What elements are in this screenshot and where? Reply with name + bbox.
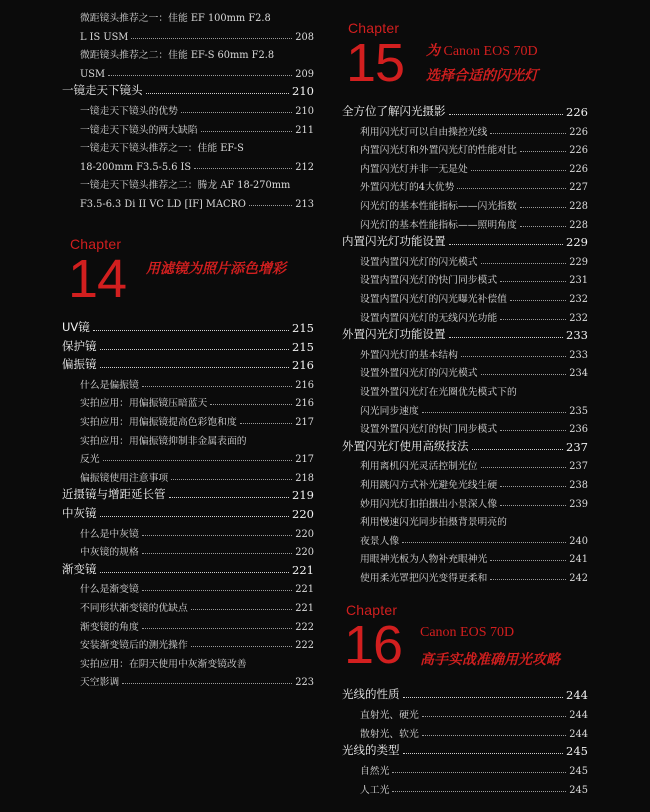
toc-subsection-entry	[342, 703, 588, 721]
toc-entry-page: 241	[569, 554, 588, 566]
toc-entry-page: 232	[569, 294, 588, 305]
toc-dot-leader	[402, 542, 566, 543]
toc-dot-leader	[194, 168, 292, 169]
toc-entry-title: 什么是偏振镜	[80, 379, 139, 391]
toc-dot-leader	[481, 263, 567, 264]
toc-entry-page: 239	[569, 498, 588, 510]
toc-entry-page: 238	[569, 480, 588, 491]
toc-entry-page: 242	[569, 573, 588, 584]
toc-section-entry	[342, 231, 588, 249]
toc-entry-page: 233	[566, 328, 588, 343]
toc-subsection-entry	[342, 759, 588, 777]
toc-subsection-entry	[62, 670, 314, 688]
toc-dot-leader	[249, 205, 292, 206]
toc-subsection-entry	[62, 155, 314, 173]
toc-dot-leader	[108, 75, 292, 76]
toc-dot-leader	[500, 505, 566, 506]
toc-entry-page: 217	[295, 417, 314, 428]
toc-entry-title: 散射光、软光	[360, 728, 419, 740]
toc-dot-leader	[520, 226, 567, 227]
toc-dot-leader	[100, 572, 290, 573]
toc-entry-page: 216	[295, 379, 314, 391]
toc-dot-leader	[93, 330, 289, 331]
toc-dot-leader	[403, 753, 564, 754]
toc-entry-title: 近摄镜与增距延长管	[62, 487, 166, 502]
toc-entry-title: 18-200mm F3.5-5.6 IS	[80, 161, 192, 173]
toc-dot-leader	[181, 112, 292, 113]
chapter-15-title-line2: 选择合适的闪光灯	[426, 68, 538, 84]
toc-subsection-entry	[342, 722, 588, 740]
toc-dot-leader	[500, 281, 566, 282]
toc-subsection-entry	[62, 633, 314, 651]
toc-entry-title: 渐变镜的角度	[80, 621, 139, 633]
toc-entry-title: 利用慢速闪光同步拍摄背景明亮的	[360, 517, 507, 529]
toc-subsection-entry	[342, 120, 588, 138]
toc-dot-leader	[103, 460, 293, 461]
toc-section-entry	[342, 324, 588, 342]
toc-dot-leader	[481, 467, 567, 468]
toc-dot-leader	[100, 349, 290, 350]
toc-subsection-entry	[342, 194, 588, 212]
toc-subsection-entry	[342, 268, 588, 286]
toc-subsection-entry	[62, 373, 314, 391]
toc-subsection-entry	[342, 175, 588, 193]
toc-entry-page: 217	[295, 454, 314, 466]
toc-entry-title: 一镜走天下镜头	[62, 83, 143, 98]
toc-dot-leader	[122, 683, 292, 684]
toc-entry-title: 反光	[80, 454, 100, 466]
toc-dot-leader	[131, 38, 292, 39]
toc-dot-leader	[142, 553, 293, 554]
toc-entry-title: 人工光	[360, 785, 390, 796]
toc-dot-leader	[392, 772, 566, 773]
toc-entry-page: 245	[566, 744, 588, 759]
toc-section-entry	[342, 101, 588, 119]
toc-entry-title: 妙用闪光灯扣拍摄出小景深人像	[360, 498, 498, 510]
toc-entry-title: 利用离机闪光灵活控制光位	[360, 461, 478, 473]
toc-entry-page: 223	[295, 677, 314, 689]
toc-entry-title: 外置闪光灯的基本结构	[360, 349, 458, 361]
toc-dot-leader	[142, 386, 293, 387]
toc-subsection-entry	[62, 62, 314, 80]
toc-subsection-entry	[342, 306, 588, 324]
toc-subsection-entry	[62, 577, 314, 595]
toc-entry-page: 213	[295, 199, 314, 210]
toc-subsection-entry	[62, 391, 314, 409]
toc-section-entry	[62, 559, 314, 577]
toc-entry-page: 210	[295, 106, 314, 117]
toc-entry-page: 237	[569, 461, 588, 473]
toc-entry-page: 226	[569, 163, 588, 175]
toc-dot-leader	[142, 590, 293, 591]
toc-entry-title: 利用跳闪方式补光避免光线生硬	[360, 480, 498, 491]
toc-entry-title: 偏振镜	[62, 357, 97, 372]
toc-dot-leader	[500, 486, 566, 487]
toc-entry-title: 一镜走天下镜头的优势	[80, 106, 178, 117]
toc-dot-leader	[422, 412, 567, 413]
toc-subsection-entry	[62, 410, 314, 428]
toc-dot-leader	[472, 449, 564, 450]
toc-section-entry	[342, 436, 588, 454]
toc-entry-page: 226	[566, 105, 588, 119]
toc-entry-page: 226	[569, 126, 588, 138]
chapter-15-title-line1	[426, 40, 538, 60]
chapter-15-title-prefix: 为	[426, 43, 440, 59]
toc-entry-page: 244	[569, 728, 588, 740]
toc-dot-leader	[100, 367, 290, 368]
toc-entry-page: 228	[569, 219, 588, 231]
toc-section-entry	[342, 684, 588, 702]
toc-entry-title: 用眼神光板为人物补充眼神光	[360, 554, 488, 566]
toc-dot-leader	[210, 404, 292, 405]
toc-subsection-entry	[62, 596, 314, 614]
toc-entry-title: 偏振镜使用注意事项	[80, 472, 169, 484]
toc-entry-title: UV镜	[62, 320, 90, 334]
toc-subsection-entry	[62, 540, 314, 558]
toc-dot-leader	[422, 716, 567, 717]
toc-entry-page: 222	[295, 640, 314, 652]
toc-dot-leader	[240, 423, 293, 424]
toc-entry-title: 保护镜	[62, 338, 97, 353]
toc-dot-leader	[500, 319, 566, 320]
toc-dot-leader	[100, 516, 290, 517]
toc-entry-title: USM	[80, 68, 105, 80]
toc-dot-leader	[500, 430, 566, 431]
chapter-15-label: Chapter	[348, 20, 400, 36]
toc-entry-page: 234	[569, 368, 588, 380]
toc-subsection-entry	[342, 492, 588, 510]
toc-entry-page: 219	[292, 488, 314, 503]
toc-entry-title: 自然光	[360, 766, 390, 778]
toc-entry-title: 内置闪光灯并非一无是处	[360, 163, 468, 175]
toc-dot-leader	[146, 93, 290, 94]
toc-subsection-entry	[62, 136, 314, 154]
toc-entry-title: 设置内置闪光灯的闪光曝光补偿值	[360, 294, 507, 305]
toc-entry-page: 235	[569, 405, 588, 417]
toc-entry-title: 一镜走天下镜头推荐之一：佳能 EF-S	[80, 143, 244, 155]
toc-entry-title: 中灰镜	[62, 506, 97, 520]
chapter-14-number: 14	[68, 249, 127, 309]
toc-dot-leader	[449, 244, 564, 245]
toc-entry-page: 245	[569, 766, 588, 778]
toc-entry-title: 一镜走天下镜头推荐之二：腾龙 AF 18-270mm	[80, 180, 291, 192]
toc-entry-page: 220	[295, 547, 314, 559]
chapter-16-title-line2: 高手实战准确用光攻略	[420, 652, 560, 668]
toc-dot-leader	[422, 735, 567, 736]
toc-subsection-entry	[342, 417, 588, 435]
toc-entry-title: 设置内置闪光灯的快门同步模式	[360, 275, 498, 287]
toc-subsection-entry	[342, 250, 588, 268]
toc-entry-title: 设置外置闪光灯的闪光模式	[360, 368, 478, 380]
toc-entry-title: 渐变镜	[62, 561, 97, 576]
toc-dot-leader	[403, 697, 564, 698]
toc-dot-leader	[461, 356, 566, 357]
toc-entry-title: 闪光灯的基本性能指标——照明角度	[360, 219, 517, 231]
toc-subsection-entry	[342, 213, 588, 231]
toc-entry-page: 220	[292, 507, 314, 521]
toc-entry-page: 236	[569, 424, 588, 436]
toc-subsection-entry	[342, 529, 588, 547]
toc-entry-title: 夜景人像	[360, 535, 400, 547]
toc-entry-page: 237	[566, 439, 588, 454]
toc-entry-page: 215	[292, 339, 314, 354]
toc-section-entry	[62, 484, 314, 502]
toc-entry-title: 外置闪光灯使用高级技法	[342, 438, 469, 453]
toc-subsection-entry	[62, 652, 314, 670]
toc-entry-title: 安装渐变镜后的测光操作	[80, 640, 188, 652]
toc-dot-leader	[471, 170, 567, 171]
toc-dot-leader	[191, 646, 293, 647]
toc-subsection-entry	[342, 157, 588, 175]
toc-entry-title: 利用闪光灯可以自由操控光线	[360, 126, 488, 138]
toc-dot-leader	[457, 188, 566, 189]
toc-entry-title: 微距镜头推荐之二：佳能 EF-S 60mm F2.8	[80, 50, 275, 62]
toc-dot-leader	[169, 497, 290, 498]
toc-entry-title: F3.5-6.3 Di II VC LD [IF] MACRO	[80, 199, 246, 210]
toc-entry-title: 中灰镜的规格	[80, 547, 139, 559]
chapter-16-title-line1: Canon EOS 70D	[420, 625, 515, 640]
toc-dot-leader	[520, 151, 567, 152]
toc-subsection-entry	[342, 566, 588, 584]
toc-subsection-entry	[62, 25, 314, 43]
toc-dot-leader	[490, 560, 566, 561]
toc-dot-leader	[449, 337, 564, 338]
toc-entry-page: 232	[569, 312, 588, 324]
toc-subsection-entry	[62, 522, 314, 540]
toc-section-entry	[62, 80, 314, 98]
toc-entry-title: 实拍应用：用偏振镜压暗蓝天	[80, 398, 208, 410]
toc-entry-page: 218	[295, 472, 314, 484]
toc-subsection-entry	[62, 615, 314, 633]
toc-dot-leader	[392, 791, 566, 792]
toc-entry-title: 设置外置闪光灯在光圈优先模式下的	[360, 387, 517, 398]
toc-entry-title: 设置内置闪光灯的无线闪光功能	[360, 312, 498, 324]
toc-entry-title: 全方位了解闪光摄影	[342, 104, 446, 118]
toc-subsection-entry	[342, 473, 588, 491]
toc-subsection-entry	[342, 547, 588, 565]
toc-dot-leader	[449, 114, 564, 115]
chapter-16-number: 16	[344, 615, 403, 675]
toc-dot-leader	[201, 131, 293, 132]
toc-dot-leader	[490, 133, 566, 134]
toc-dot-leader	[142, 535, 293, 536]
toc-dot-leader	[510, 300, 566, 301]
toc-entry-title: 什么是中灰镜	[80, 528, 139, 540]
toc-subsection-entry	[342, 343, 588, 361]
toc-subsection-entry	[62, 43, 314, 61]
toc-entry-page: 216	[292, 358, 314, 373]
toc-entry-page: 228	[569, 201, 588, 212]
chapter-15-number: 15	[346, 33, 405, 93]
chapter-14-label: Chapter	[70, 236, 122, 252]
toc-entry-title: 内置闪光灯和外置闪光灯的性能对比	[360, 145, 517, 157]
toc-entry-title: 光线的性质	[342, 687, 400, 701]
toc-subsection-entry	[342, 510, 588, 528]
toc-entry-title: 一镜走天下镜头的两大缺陷	[80, 124, 198, 136]
toc-section-entry	[62, 317, 314, 335]
toc-entry-page: 226	[569, 145, 588, 157]
toc-entry-page: 221	[295, 603, 314, 614]
toc-subsection-entry	[342, 399, 588, 417]
toc-entry-title: L IS USM	[80, 31, 129, 43]
toc-entry-title: 闪光灯的基本性能指标——闪光指数	[360, 201, 517, 212]
toc-dot-leader	[490, 579, 566, 580]
toc-entry-title: 设置内置闪光灯的闪光模式	[360, 256, 478, 268]
toc-subsection-entry	[62, 118, 314, 136]
toc-entry-page: 227	[569, 182, 588, 194]
toc-subsection-entry	[62, 447, 314, 465]
toc-entry-page: 208	[295, 31, 314, 43]
toc-entry-page: 216	[295, 398, 314, 410]
toc-entry-title: 实拍应用：在阴天使用中灰渐变镜改善	[80, 658, 247, 670]
toc-entry-page: 221	[292, 562, 314, 577]
toc-subsection-entry	[342, 138, 588, 156]
toc-entry-page: 222	[295, 621, 314, 633]
toc-subsection-entry	[62, 173, 314, 191]
toc-entry-page: 211	[295, 124, 314, 136]
toc-entry-page: 231	[569, 275, 588, 287]
chapter-14-title: 用滤镜为照片添色增彩	[146, 261, 286, 277]
chapter-16-label: Chapter	[346, 602, 398, 618]
toc-entry-page: 244	[569, 709, 588, 721]
chapter-15-title-model: Canon EOS 70D	[443, 44, 538, 59]
toc-dot-leader	[481, 374, 567, 375]
toc-subsection-entry	[342, 454, 588, 472]
toc-section-entry	[62, 354, 314, 372]
toc-entry-title: 外置闪光灯功能设置	[342, 327, 446, 342]
toc-section-entry	[342, 740, 588, 758]
toc-entry-page: 220	[295, 528, 314, 540]
toc-subsection-entry	[342, 287, 588, 305]
toc-entry-title: 实拍应用：用偏振镜抑制非金属表面的	[80, 435, 247, 447]
toc-subsection-entry	[62, 6, 314, 24]
toc-entry-page: 229	[566, 235, 588, 250]
toc-subsection-entry	[342, 778, 588, 796]
toc-entry-title: 光线的类型	[342, 743, 400, 758]
toc-entry-page: 229	[569, 256, 588, 268]
toc-dot-leader	[191, 609, 293, 610]
toc-subsection-entry	[62, 192, 314, 210]
toc-subsection-entry	[62, 466, 314, 484]
toc-entry-page: 209	[295, 68, 314, 80]
toc-subsection-entry	[342, 361, 588, 379]
toc-entry-page: 245	[569, 785, 588, 796]
toc-entry-title: 外置闪光灯的4大优势	[360, 182, 455, 194]
toc-section-entry	[62, 336, 314, 354]
toc-entry-page: 215	[292, 321, 314, 335]
toc-dot-leader	[142, 628, 293, 629]
toc-entry-title: 微距镜头推荐之一：佳能 EF 100mm F2.8	[80, 13, 271, 24]
toc-entry-title: 使用柔光罩把闪光变得更柔和	[360, 573, 488, 584]
toc-subsection-entry	[62, 99, 314, 117]
toc-entry-title: 设置外置闪光灯的快门同步模式	[360, 424, 498, 436]
toc-entry-title: 内置闪光灯功能设置	[342, 234, 446, 249]
toc-subsection-entry	[62, 429, 314, 447]
toc-entry-page: 244	[566, 688, 588, 702]
toc-entry-title: 不同形状渐变镜的优缺点	[80, 603, 188, 614]
toc-entry-title: 什么是渐变镜	[80, 584, 139, 596]
toc-entry-page: 212	[295, 161, 314, 173]
toc-entry-title: 实拍应用：用偏振镜提高色彩饱和度	[80, 417, 237, 428]
toc-dot-leader	[171, 479, 292, 480]
toc-entry-page: 233	[569, 349, 588, 361]
toc-entry-page: 240	[569, 535, 588, 547]
toc-entry-page: 221	[295, 584, 314, 596]
toc-entry-title: 天空影调	[80, 677, 120, 689]
toc-dot-leader	[520, 207, 567, 208]
toc-section-entry	[62, 503, 314, 521]
toc-entry-title: 直射光、硬光	[360, 709, 419, 721]
toc-entry-title: 闪光同步速度	[360, 405, 419, 417]
toc-subsection-entry	[342, 380, 588, 398]
toc-entry-page: 210	[292, 84, 314, 99]
